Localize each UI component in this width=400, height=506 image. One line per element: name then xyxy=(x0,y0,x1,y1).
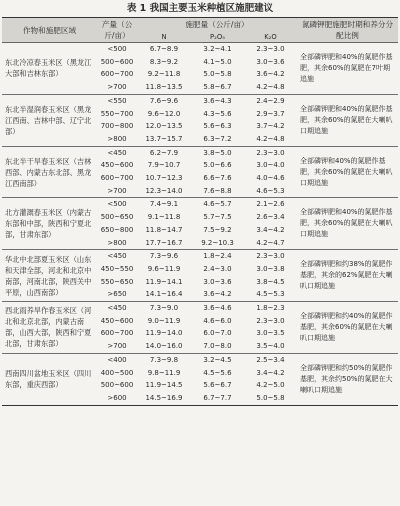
n-cell: 14.0~16.0 xyxy=(145,342,183,351)
yield-cell: >800 xyxy=(107,238,127,247)
region-cell: 西北雨养旱作春玉米区（河北和北京北部，内蒙古南部，山西大部，陕西和宁夏北部，甘肃东部） xyxy=(2,302,97,354)
fertilization-table xyxy=(2,17,398,406)
n-cell: 7.9~10.7 xyxy=(147,161,181,170)
yield-cell: 500~650 xyxy=(100,213,134,222)
p-cell: 6.7~7.7 xyxy=(203,393,232,402)
n-cell: 9.2~11.8 xyxy=(147,70,181,79)
method-cell: 全部磷钾肥和约38%的氮肥作基肥，其余的62%氮肥在大喇叭口期追施 xyxy=(297,250,398,302)
p-cell: 2.4~3.0 xyxy=(203,264,232,273)
n-cell: 7.6~9.6 xyxy=(137,94,191,107)
yield-cell: 500~600 xyxy=(100,57,134,66)
yield-cell: >800 xyxy=(107,134,127,143)
yield-cell: 400~500 xyxy=(100,368,134,377)
yield-cell: 450~550 xyxy=(100,264,134,273)
header-method: 氮磷钾肥施肥时期和养分分配比例 xyxy=(297,18,398,43)
p-cell: 5.6~6.7 xyxy=(203,381,232,390)
yield-cell: 600~700 xyxy=(100,174,134,183)
k-cell: 3.0~3.6 xyxy=(256,57,285,66)
n-cell: 14.5~16.9 xyxy=(145,393,183,402)
k-cell: 2.9~3.7 xyxy=(256,109,285,118)
k-cell: 3.0~3.8 xyxy=(256,264,285,273)
yield-cell: <500 xyxy=(97,198,137,211)
k-cell: 3.4~4.2 xyxy=(256,225,285,234)
k-cell: 2.3~3.0 xyxy=(256,316,285,325)
table-row xyxy=(2,146,398,159)
n-cell: 7.3~9.8 xyxy=(137,353,191,366)
n-cell: 17.7~16.7 xyxy=(145,238,183,247)
p-cell: 3.0~3.6 xyxy=(203,277,232,286)
yield-cell: <500 xyxy=(107,45,127,53)
region-cell: 西南四川盆地玉米区（四川东部，重庆西部） xyxy=(2,353,97,405)
p-cell: 3.6~4.3 xyxy=(191,94,244,107)
k-cell: 4.2~5.0 xyxy=(256,381,285,390)
n-cell: 9.6~11.9 xyxy=(147,264,181,273)
n-cell: 10.7~12.3 xyxy=(145,174,183,183)
n-cell: 11.8~14.7 xyxy=(145,225,183,234)
header-region: 作物和施肥区域 xyxy=(2,18,97,43)
n-cell: 9.6~12.0 xyxy=(147,109,181,118)
yield-cell: <450 xyxy=(97,146,137,159)
n-cell: 11.9~14.5 xyxy=(145,381,183,390)
region-cell: 东北冷凉春玉米区（黑龙江大部和吉林东部） xyxy=(5,58,92,79)
p-cell: 5.6~6.3 xyxy=(203,122,232,131)
p-cell: 6.3~7.2 xyxy=(203,134,232,143)
p-cell: 5.8~6.7 xyxy=(203,83,232,92)
n-cell: 9.0~11.9 xyxy=(147,316,181,325)
yield-cell: 600~700 xyxy=(100,329,134,338)
header-n: N xyxy=(137,31,191,43)
k-cell: 5.0~5.8 xyxy=(256,393,285,402)
yield-cell: 450~600 xyxy=(100,316,134,325)
method-cell: 全部磷钾肥和40%的氮肥作基肥，其余60%的氮肥在7叶期追施 xyxy=(300,52,393,83)
k-cell: 2.3~3.0 xyxy=(244,146,297,159)
k-cell: 4.5~5.3 xyxy=(256,290,285,299)
table-row xyxy=(2,353,398,366)
k-cell: 3.5~4.0 xyxy=(256,342,285,351)
n-cell: 11.9~14.1 xyxy=(145,277,183,286)
method-cell: 全部磷钾肥和40%的氮肥作基肥，其余60%的氮肥在大喇叭口期追施 xyxy=(297,94,398,146)
p-cell: 3.6~4.2 xyxy=(203,290,232,299)
n-cell: 14.1~16.4 xyxy=(145,290,183,299)
table-row xyxy=(2,250,398,263)
n-cell: 11.8~13.5 xyxy=(145,83,183,92)
p-cell: 4.5~5.6 xyxy=(203,368,232,377)
p-cell: 7.0~8.0 xyxy=(203,342,232,351)
p-cell: 1.8~2.4 xyxy=(191,250,244,263)
n-cell: 6.7~8.9 xyxy=(149,45,179,53)
n-cell: 7.3~9.6 xyxy=(137,250,191,263)
n-cell: 8.3~9.2 xyxy=(149,57,179,66)
header-yield: 产量（公斤/亩） xyxy=(97,18,137,43)
table-row xyxy=(2,302,398,315)
p-cell: 5.0~6.6 xyxy=(203,161,232,170)
method-cell: 全部磷钾肥和约50%的氮肥作基肥，其余约50%的氮肥在大喇叭口期追施 xyxy=(297,353,398,405)
k-cell: 2.3~3.0 xyxy=(244,250,297,263)
n-cell: 12.0~13.5 xyxy=(145,122,183,131)
table-row xyxy=(2,43,398,56)
region-cell: 东北半干旱春玉米区（吉林西部、内蒙古东北部、黑龙江西南部） xyxy=(2,146,97,198)
n-cell: 12.3~14.0 xyxy=(145,186,183,195)
k-cell: 2.1~2.6 xyxy=(244,198,297,211)
table-row xyxy=(2,94,398,107)
n-cell: 9.1~11.8 xyxy=(147,213,181,222)
k-cell: 4.2~4.8 xyxy=(256,134,285,143)
header-p2o5: P₂O₅ xyxy=(191,31,244,43)
n-cell: 9.8~11.9 xyxy=(147,368,181,377)
k-cell: 4.2~4.8 xyxy=(256,83,285,92)
n-cell: 13.7~15.7 xyxy=(145,134,183,143)
k-cell: 1.8~2.3 xyxy=(244,302,297,315)
k-cell: 3.6~4.2 xyxy=(256,70,285,79)
method-cell: 全部磷钾肥和约40%的氮肥作基肥，其余60%的氮肥在大喇叭口期追施 xyxy=(297,302,398,354)
yield-cell: 650~800 xyxy=(100,225,134,234)
yield-cell: 600~700 xyxy=(100,70,134,79)
k-cell: 3.0~4.0 xyxy=(256,161,285,170)
k-cell: 4.0~4.6 xyxy=(256,174,285,183)
yield-cell: <450 xyxy=(97,302,137,315)
n-cell: 6.2~7.9 xyxy=(137,146,191,159)
p-cell: 9.2~10.3 xyxy=(201,238,234,247)
yield-cell: >600 xyxy=(107,393,127,402)
method-cell: 全部磷钾肥和40%的氮肥作基肥，其余60%的氮肥在大喇叭口期追施 xyxy=(297,198,398,250)
region-cell: 东北半湿润春玉米区（黑龙江西南、吉林中部、辽宁北部） xyxy=(2,94,97,146)
yield-cell: 500~600 xyxy=(100,381,134,390)
p-cell: 4.3~5.6 xyxy=(203,109,232,118)
k-cell: 2.6~3.4 xyxy=(256,213,285,222)
n-cell: 11.9~14.0 xyxy=(145,329,183,338)
table-row xyxy=(2,198,398,211)
k-cell: 4.6~5.3 xyxy=(256,186,285,195)
table-title: 表 1 我国主要玉米种植区施肥建议 xyxy=(126,3,274,14)
yield-cell: <450 xyxy=(97,250,137,263)
yield-cell: >700 xyxy=(107,186,127,195)
yield-cell: 450~600 xyxy=(100,161,134,170)
k-cell: 2.5~3.4 xyxy=(244,353,297,366)
k-cell: 2.3~3.0 xyxy=(256,45,285,53)
region-cell: 华北中北部夏玉米区（山东和天津全部，河北和北京中南部，河南北部，陕西关中平原，山西南部） xyxy=(2,250,97,302)
p-cell: 3.8~5.0 xyxy=(191,146,244,159)
yield-cell: 550~700 xyxy=(100,109,134,118)
p-cell: 5.0~5.8 xyxy=(203,70,232,79)
p-cell: 3.2~4.5 xyxy=(191,353,244,366)
yield-cell: >700 xyxy=(107,83,127,92)
k-cell: 3.4~4.2 xyxy=(256,368,285,377)
k-cell: 2.4~2.9 xyxy=(244,94,297,107)
n-cell: 7.4~9.1 xyxy=(137,198,191,211)
k-cell: 3.7~4.2 xyxy=(256,122,285,131)
p-cell: 3.2~4.1 xyxy=(203,45,232,53)
region-cell: 北方灌溉春玉米区（内蒙古东部和中部，陕西和宁夏北部，甘肃东部） xyxy=(2,198,97,250)
k-cell: 4.2~4.7 xyxy=(256,238,285,247)
k-cell: 3.8~4.5 xyxy=(256,277,285,286)
yield-cell: <550 xyxy=(97,94,137,107)
yield-cell: >700 xyxy=(107,342,127,351)
p-cell: 7.6~8.8 xyxy=(203,186,232,195)
yield-cell: <400 xyxy=(97,353,137,366)
p-cell: 3.6~4.6 xyxy=(191,302,244,315)
p-cell: 5.7~7.5 xyxy=(203,213,232,222)
p-cell: 4.1~5.0 xyxy=(203,57,232,66)
p-cell: 6.0~7.0 xyxy=(203,329,232,338)
method-cell: 全部磷钾和40%的氮肥作基肥，其余60%的氮肥在大喇叭口期追施 xyxy=(297,146,398,198)
yield-cell: 700~800 xyxy=(100,122,134,131)
header-k2o: K₂O xyxy=(244,31,297,43)
header-fertilizer-amount: 施肥量（公斤/亩） xyxy=(137,18,297,32)
k-cell: 3.0~3.5 xyxy=(256,329,285,338)
p-cell: 7.5~9.2 xyxy=(203,225,232,234)
p-cell: 4.6~5.7 xyxy=(191,198,244,211)
n-cell: 7.3~9.0 xyxy=(137,302,191,315)
yield-cell: >650 xyxy=(107,290,127,299)
yield-cell: 550~650 xyxy=(100,277,134,286)
p-cell: 6.6~7.6 xyxy=(203,174,232,183)
p-cell: 4.6~6.0 xyxy=(203,316,232,325)
